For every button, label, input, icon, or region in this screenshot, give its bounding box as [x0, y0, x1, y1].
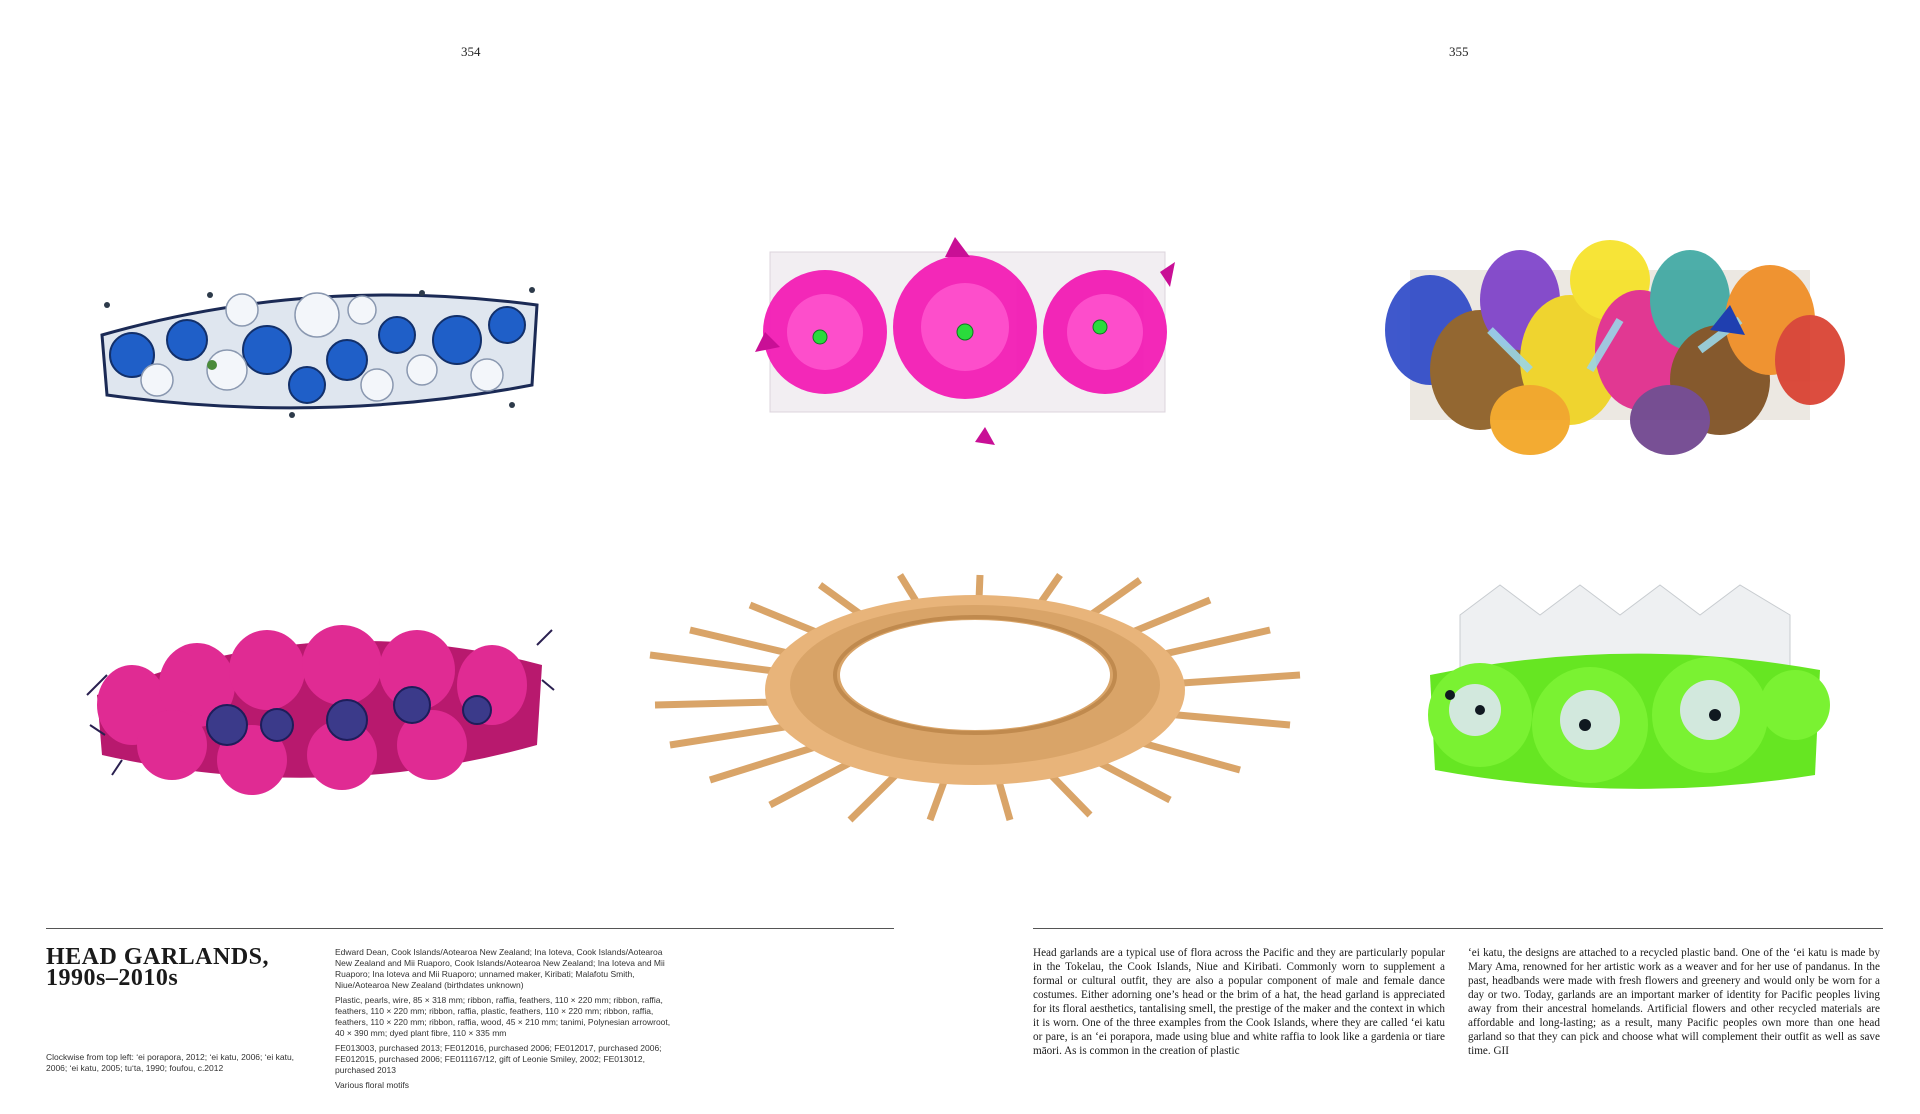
- photo-hot-pink-feather-garland: [755, 232, 1175, 447]
- section-title: [46, 944, 306, 991]
- title-line-1: HEAD GARLANDS,: [46, 944, 270, 970]
- divider-rule-left: [46, 928, 894, 929]
- body-text-column-1: Head garlands are a typical use of flora across the Pacific and they are particularly popular in the Tokelau, the Cook Islands, Niue and Kiribati. Commonly worn to supplement a formal or cultural outfit, they are also a popular component of male and female dance costumes. Either adorning one’s head or the brim of a hat, the head garland is appreciated for its floral aesthetics, tantalising smell, the prestige of the maker and the context in which it is worn. One of the three examples from the Cook Islands, where they are called ʻei katu or pare, is an ʻei porapora, made using blue and white raffia to look like a gardenia or tiare māori. As is common in the creation of plastic: [1033, 947, 1445, 1057]
- photo-caption: Clockwise from top left: ʻei porapora, 2012; ʻei katu, 2006; ʻei katu, 2006; ʻei katu, 2005; tuʻta, 1990; foufou, c.2012: [46, 1052, 295, 1073]
- divider-rule-right: [1033, 928, 1883, 929]
- credits-makers: Edward Dean, Cook Islands/Aotearoa New Zealand; Ina Ioteva, Cook Islands/Aotearoa New Zealand and Mii Ruaporo, Cook Islands/Aotearoa New Zealand; Ina Ioteva and Mii Ruaporo; Ina Ioteva and Mii Ruaporo; unnamed maker, Kiribati; Malafotu Smith, Niue/Aotearoa New Zealand (birthdates unknown): [335, 947, 665, 990]
- page-number-right: 355: [1449, 44, 1469, 59]
- photo-raffia-sunburst-garland: [650, 575, 1300, 820]
- photo-blue-white-raffia-garland: [92, 265, 547, 430]
- photo-magenta-ribbon-garland: [82, 585, 557, 805]
- photo-multicolour-feather-garland: [1370, 220, 1850, 480]
- title-line-2: 1990s–2010s: [46, 965, 179, 991]
- credits-motif: Various floral motifs: [335, 1080, 410, 1090]
- object-credits: [335, 947, 675, 1095]
- photo-lime-green-garland: [1420, 575, 1830, 800]
- credits-registration: FE013003, purchased 2013; FE012016, purchased 2006; FE012017, purchased 2006; FE012015, purchased 2006; FE011167/12, gift of Leonie Smiley, 2002; FE013012, purchased 2013: [335, 1043, 662, 1075]
- credits-materials: Plastic, pearls, wire, 85 × 318 mm; ribbon, raffia, feathers, 110 × 220 mm; ribbon, raffia, feathers, 110 × 220 mm; ribbon, raffia, plastic, feathers, 110 × 220 mm; ribbon, raffia, feathers, 110 × 220 mm; ribbon, raffia, wood, 45 × 210 mm; tanimi, Polynesian arrowroot, 40 × 390 mm; dyed plant fibre, 110 × 335 mm: [335, 995, 671, 1038]
- page-number-left: 354: [461, 44, 481, 59]
- body-text-column-2: ʻei katu, the designs are attached to a recycled plastic band. One of the ʻei katu is made by Mary Ama, renowned for her artistic work as a weaver and for her use of pandanus. In the past, headbands were made with fresh flowers and greenery and would only be worn for a day or two. Today, garlands are an important marker of identity for Pacific peoples living away from their ancestral homelands. Artificial flowers and other recycled materials are affordable and long-lasting; as a result, many Pacific peoples own more than one head garland so that they can pick and choose what will complement their outfit as well as save time. GII: [1468, 947, 1880, 1057]
